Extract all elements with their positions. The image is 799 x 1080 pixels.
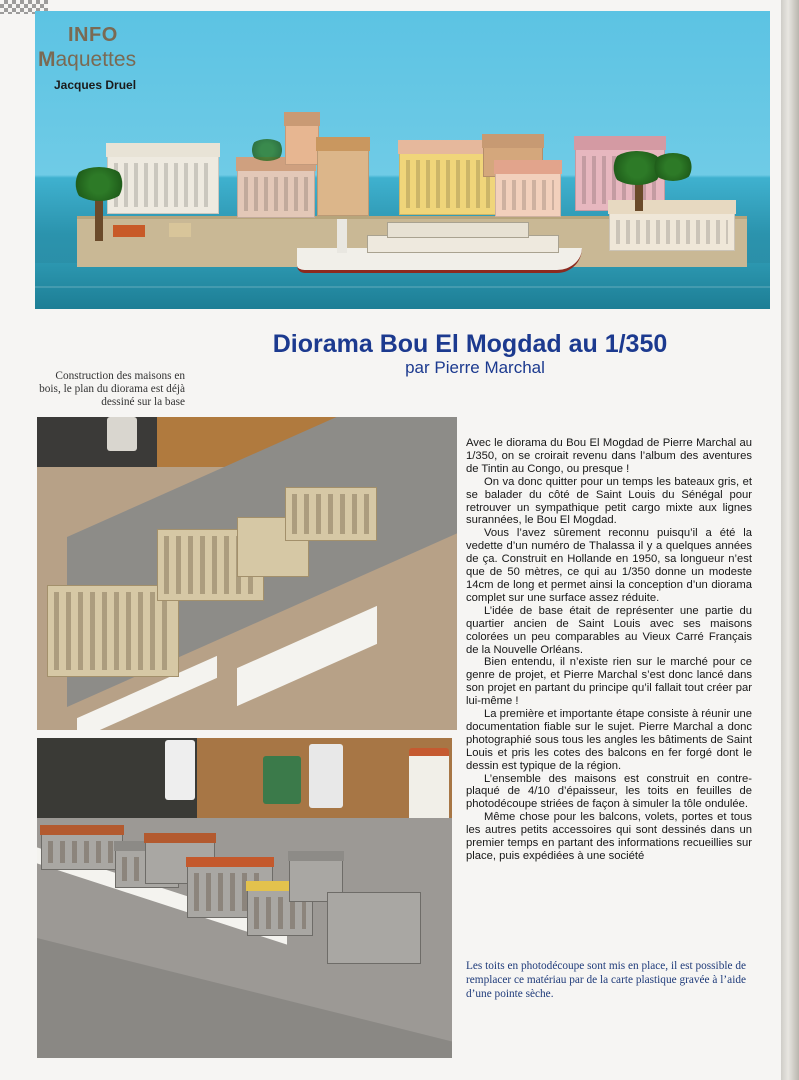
paragraph: L’ensemble des maisons est construit en contre-plaqué de 4/10 d’épaisseur, les toits en feuilles de photodécoupe striées de façon à simuler la tôle ondulée. <box>466 772 752 811</box>
hero-diorama-photo <box>35 11 770 309</box>
next-page-edge <box>781 0 799 1080</box>
gable-house <box>317 148 369 216</box>
caption-top: Construction des maisons en bois, le plan du diorama est déjà dessiné sur la base <box>39 370 185 408</box>
truck <box>169 223 191 237</box>
column-author: Jacques Druel <box>54 78 137 92</box>
peach-house <box>495 171 561 217</box>
wooden-houses-construction-photo <box>37 417 457 730</box>
plywood-house <box>285 487 377 541</box>
article-byline: par Pierre Marchal <box>405 358 545 377</box>
logo-info: INFO <box>68 24 118 46</box>
photoetched-roofs-photo <box>37 738 452 1058</box>
palm-tree <box>71 167 127 201</box>
article-title: Diorama Bou El Mogdad au 1/350 <box>272 330 668 358</box>
paragraph: On va donc quitter pour un temps les bateaux gris, et se balader du côté de Saint Louis du Sénégal pour retrouver un sympathique petit cargo mixte aux lignes surannées, le Bou El Mogdad. <box>466 475 752 527</box>
logo-maquettes: Maquettes <box>38 48 137 71</box>
pink-house <box>237 168 315 218</box>
paragraph: Bien entendu, il n’existe rien sur le marché pour ce genre de projet, et Pierre Marchal s’est donc lancé dans son projet en partant du principe qu’il fallait tout créer par lui-même ! <box>466 656 752 708</box>
grey-box-house <box>327 892 421 964</box>
orange-truck <box>113 225 145 237</box>
paragraph: L’idée de base était de représenter une partie du quartier ancien de Saint Louis avec ses maisons colorées un peu comparables au Vieux Carré Français de la Nouvelle Orléans. <box>466 604 752 656</box>
warehouse <box>609 211 735 251</box>
paragraph: La première et importante étape consiste à réunir une documentation fiable sur le sujet. Pierre Marchal a donc photographié sous tous les angles les bâtiments de Saint Louis et pris les cotes des balcons en fer forgé dont le dessin est typique de la région. <box>466 708 752 772</box>
ship-bou-el-mogdad <box>297 219 582 273</box>
grey-house <box>41 834 123 870</box>
paragraph: Vous l’avez sûrement reconnu puisqu’il a été la vedette d’un numéro de Thalassa il y a quelques années de ça. Construit en Hollande en 1950, sa longueur n’est que de 50 mètres, ce qui au 1/350 donne un modeste 14cm de long et permet ainsi la conception d’un diorama complet sur une surface assez réduite. <box>466 527 752 604</box>
article-body <box>466 437 752 863</box>
caption-bottom: Les toits en photodécoupe sont mis en place, il est possible de remplacer ce matériau par de la carte plastique gravée à l’aide d’une pointe sèche. <box>466 960 746 1000</box>
tower-house <box>285 123 319 165</box>
paragraph: Même chose pour les balcons, volets, portes et tous les autres petits accessoires qui sont dessinés dans un premier temps en partant des informations recueillies sur place, puis expédiées à une société <box>466 811 752 862</box>
paragraph: Avec le diorama du Bou El Mogdad de Pierre Marchal au 1/350, on se croirait revenu dans l’album des aventures de Tintin au Congo, ou presque ! <box>466 437 752 475</box>
